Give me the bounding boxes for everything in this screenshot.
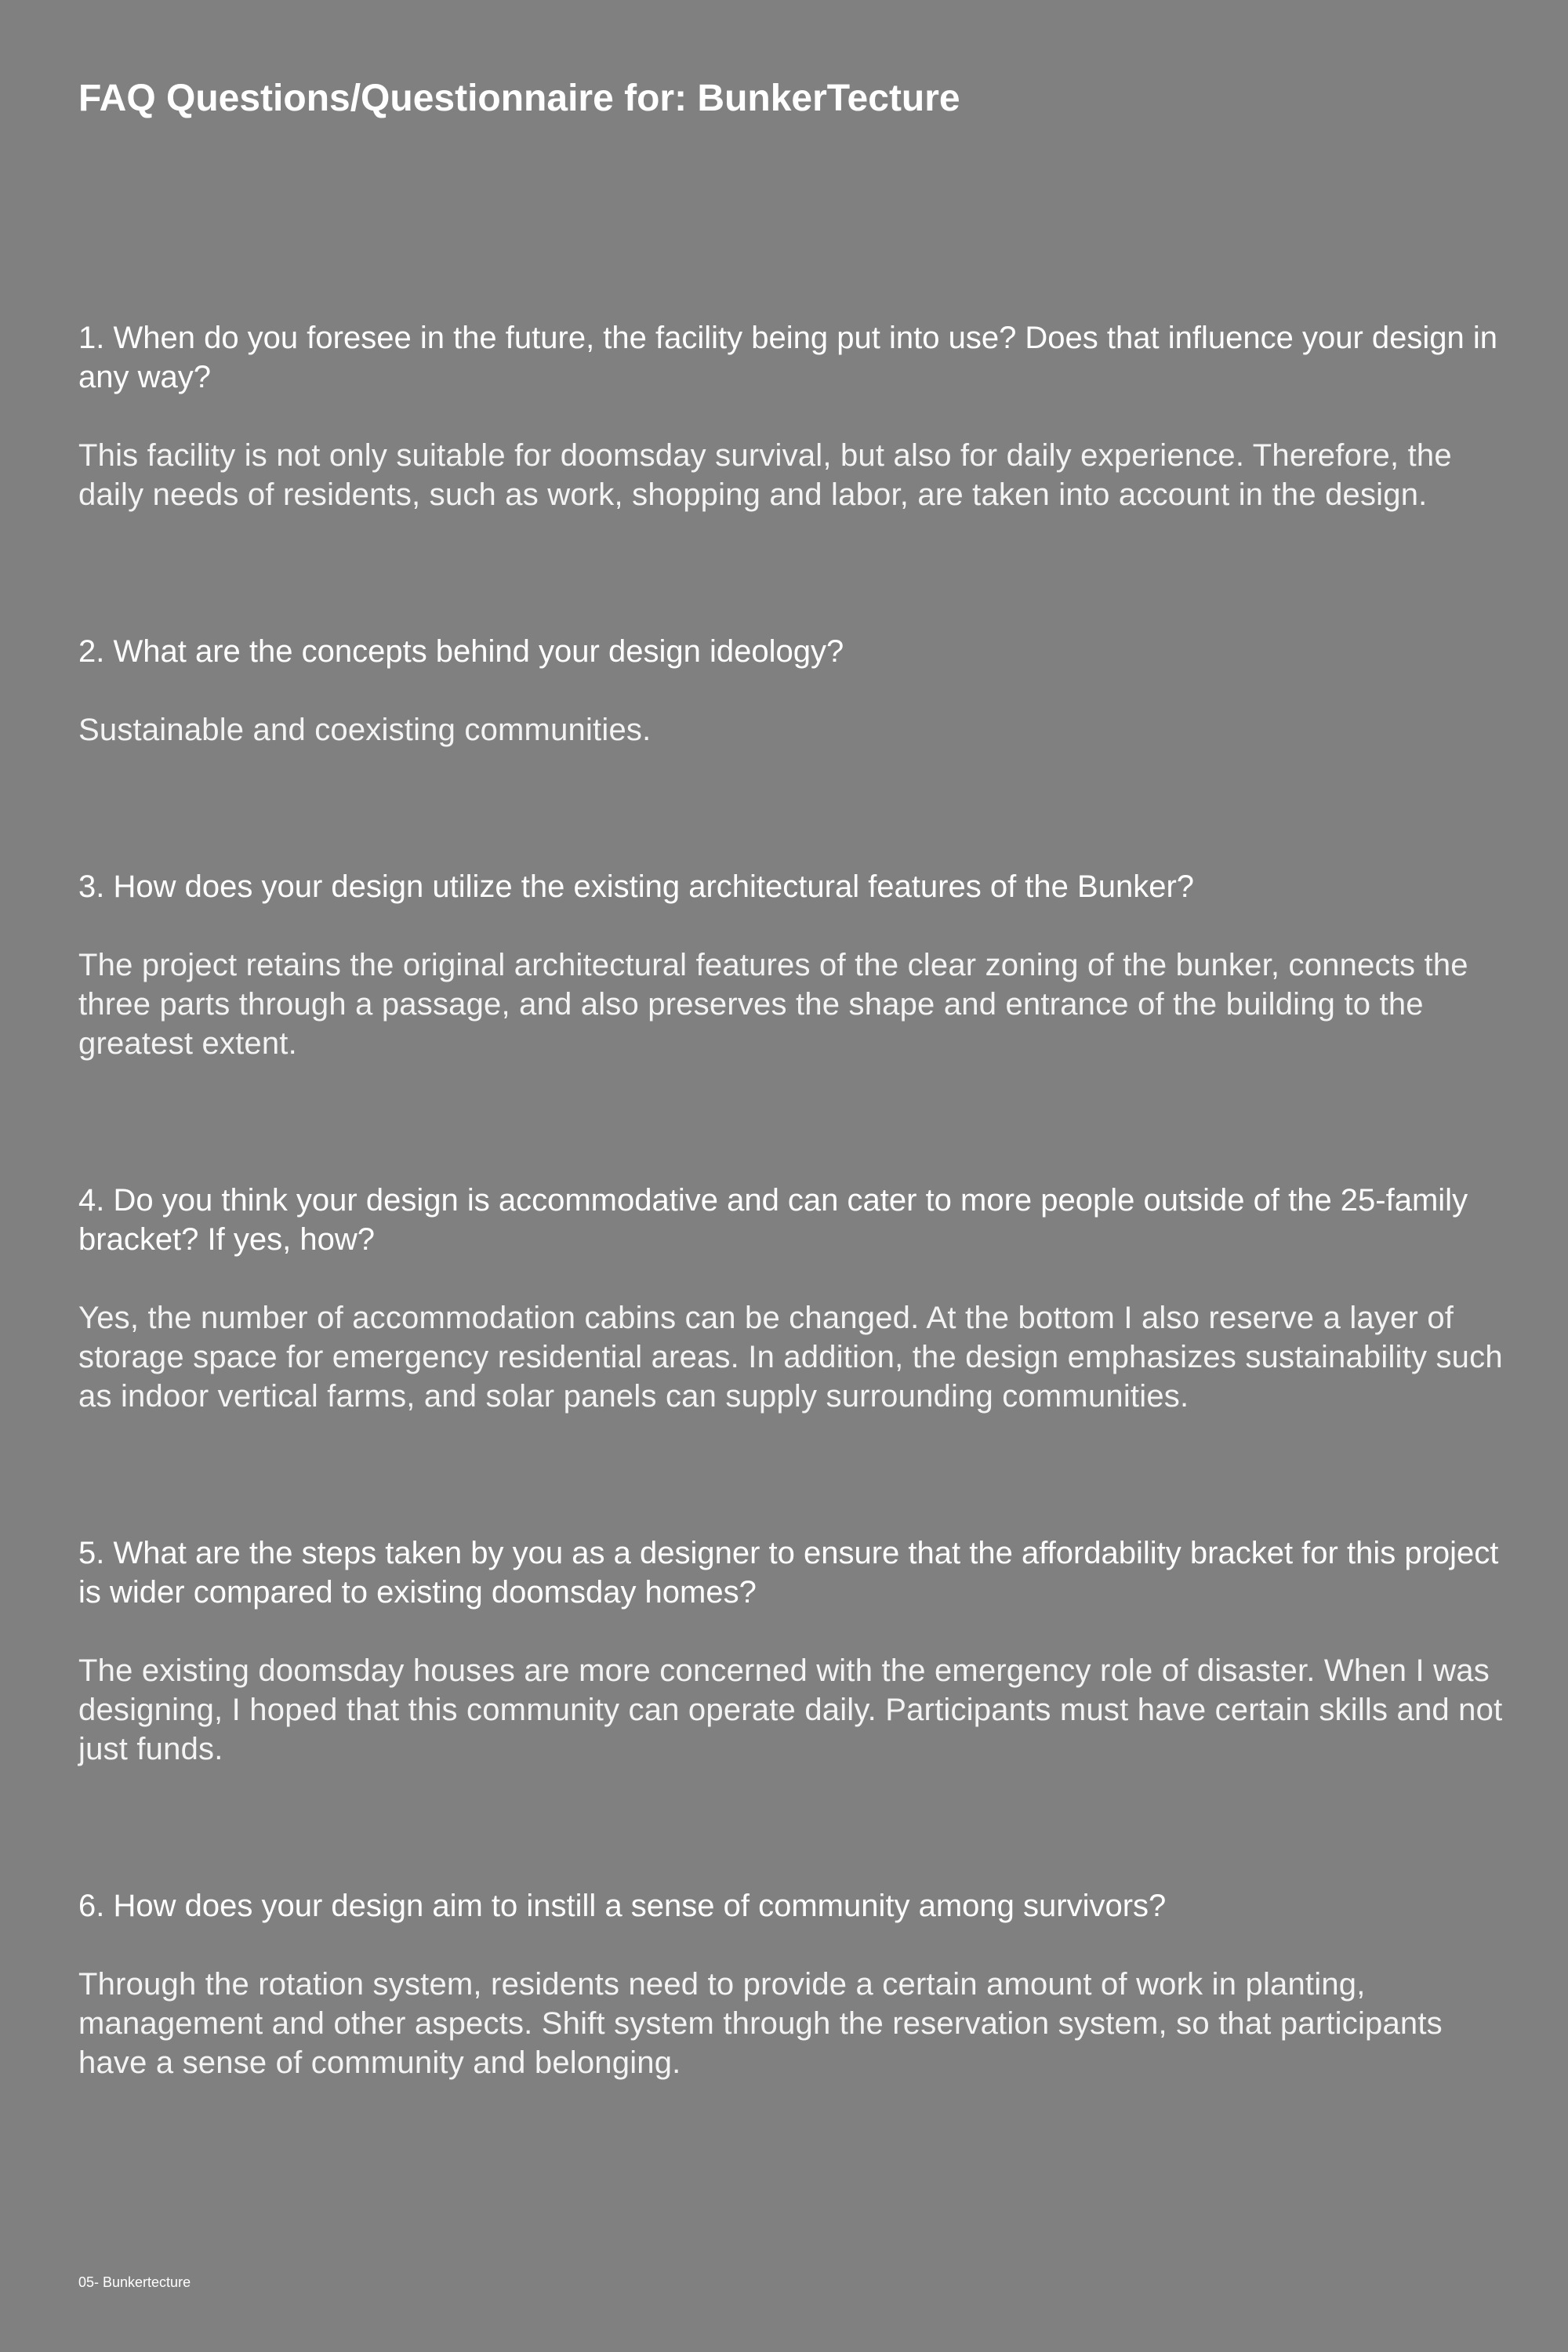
faq-spacer bbox=[78, 514, 1505, 632]
faq-page bbox=[78, 75, 1505, 2082]
page-footer: 05- Bunkertecture bbox=[78, 2274, 191, 2290]
faq-spacer bbox=[78, 1063, 1505, 1181]
faq-answer-2: Sustainable and coexisting communities. bbox=[78, 713, 652, 747]
faq-item-3 bbox=[78, 867, 1505, 1063]
faq-question-5: 5. What are the steps taken by you as a designer to ensure that the affordability bracket for this project is wider compared to existing doomsday homes? bbox=[78, 1536, 1499, 1610]
faq-item-1 bbox=[78, 318, 1505, 514]
faq-question-4: 4. Do you think your design is accommodative and can cater to more people outside of the 25-family bracket? If yes, how? bbox=[78, 1183, 1468, 1257]
faq-item-6 bbox=[78, 1886, 1505, 2082]
faq-question-2: 2. What are the concepts behind your design ideology? bbox=[78, 634, 844, 669]
faq-answer-6: Through the rotation system, residents need to provide a certain amount of work in planting, management and other aspects. Shift system through the reservation system, so that participants have a sense of community and belonging. bbox=[78, 1967, 1443, 2080]
faq-question-6: 6. How does your design aim to instill a sense of community among survivors? bbox=[78, 1889, 1167, 1923]
faq-answer-4: Yes, the number of accommodation cabins can be changed. At the bottom I also reserve a layer of storage space for emergency residential areas. In addition, the design emphasizes sustainability such as indoor vertical farms, and solar panels can supply surrounding communities. bbox=[78, 1301, 1503, 1414]
faq-answer-5: The existing doomsday houses are more concerned with the emergency role of disaster. When I was designing, I hoped that this community can operate daily. Participants must have certain skills and not just funds. bbox=[78, 1653, 1503, 1766]
faq-item-2 bbox=[78, 632, 1505, 750]
faq-list bbox=[78, 318, 1505, 2082]
faq-spacer bbox=[78, 1769, 1505, 1886]
faq-item-5 bbox=[78, 1534, 1505, 1769]
page-title: FAQ Questions/Questionnaire for: BunkerTecture bbox=[78, 78, 960, 119]
faq-spacer bbox=[78, 750, 1505, 867]
faq-answer-1: This facility is not only suitable for doomsday survival, but also for daily experience. Therefore, the daily needs of residents, such as work, shopping and labor, are taken into account in the design. bbox=[78, 438, 1452, 512]
faq-question-3: 3. How does your design utilize the existing architectural features of the Bunker? bbox=[78, 869, 1195, 904]
faq-spacer bbox=[78, 1416, 1505, 1534]
faq-question-1: 1. When do you foresee in the future, the facility being put into use? Does that influence your design in any way? bbox=[78, 321, 1498, 394]
faq-item-4 bbox=[78, 1181, 1505, 1416]
faq-answer-3: The project retains the original architectural features of the clear zoning of the bunker, connects the three parts through a passage, and also preserves the shape and entrance of the building to the greatest extent. bbox=[78, 948, 1468, 1061]
